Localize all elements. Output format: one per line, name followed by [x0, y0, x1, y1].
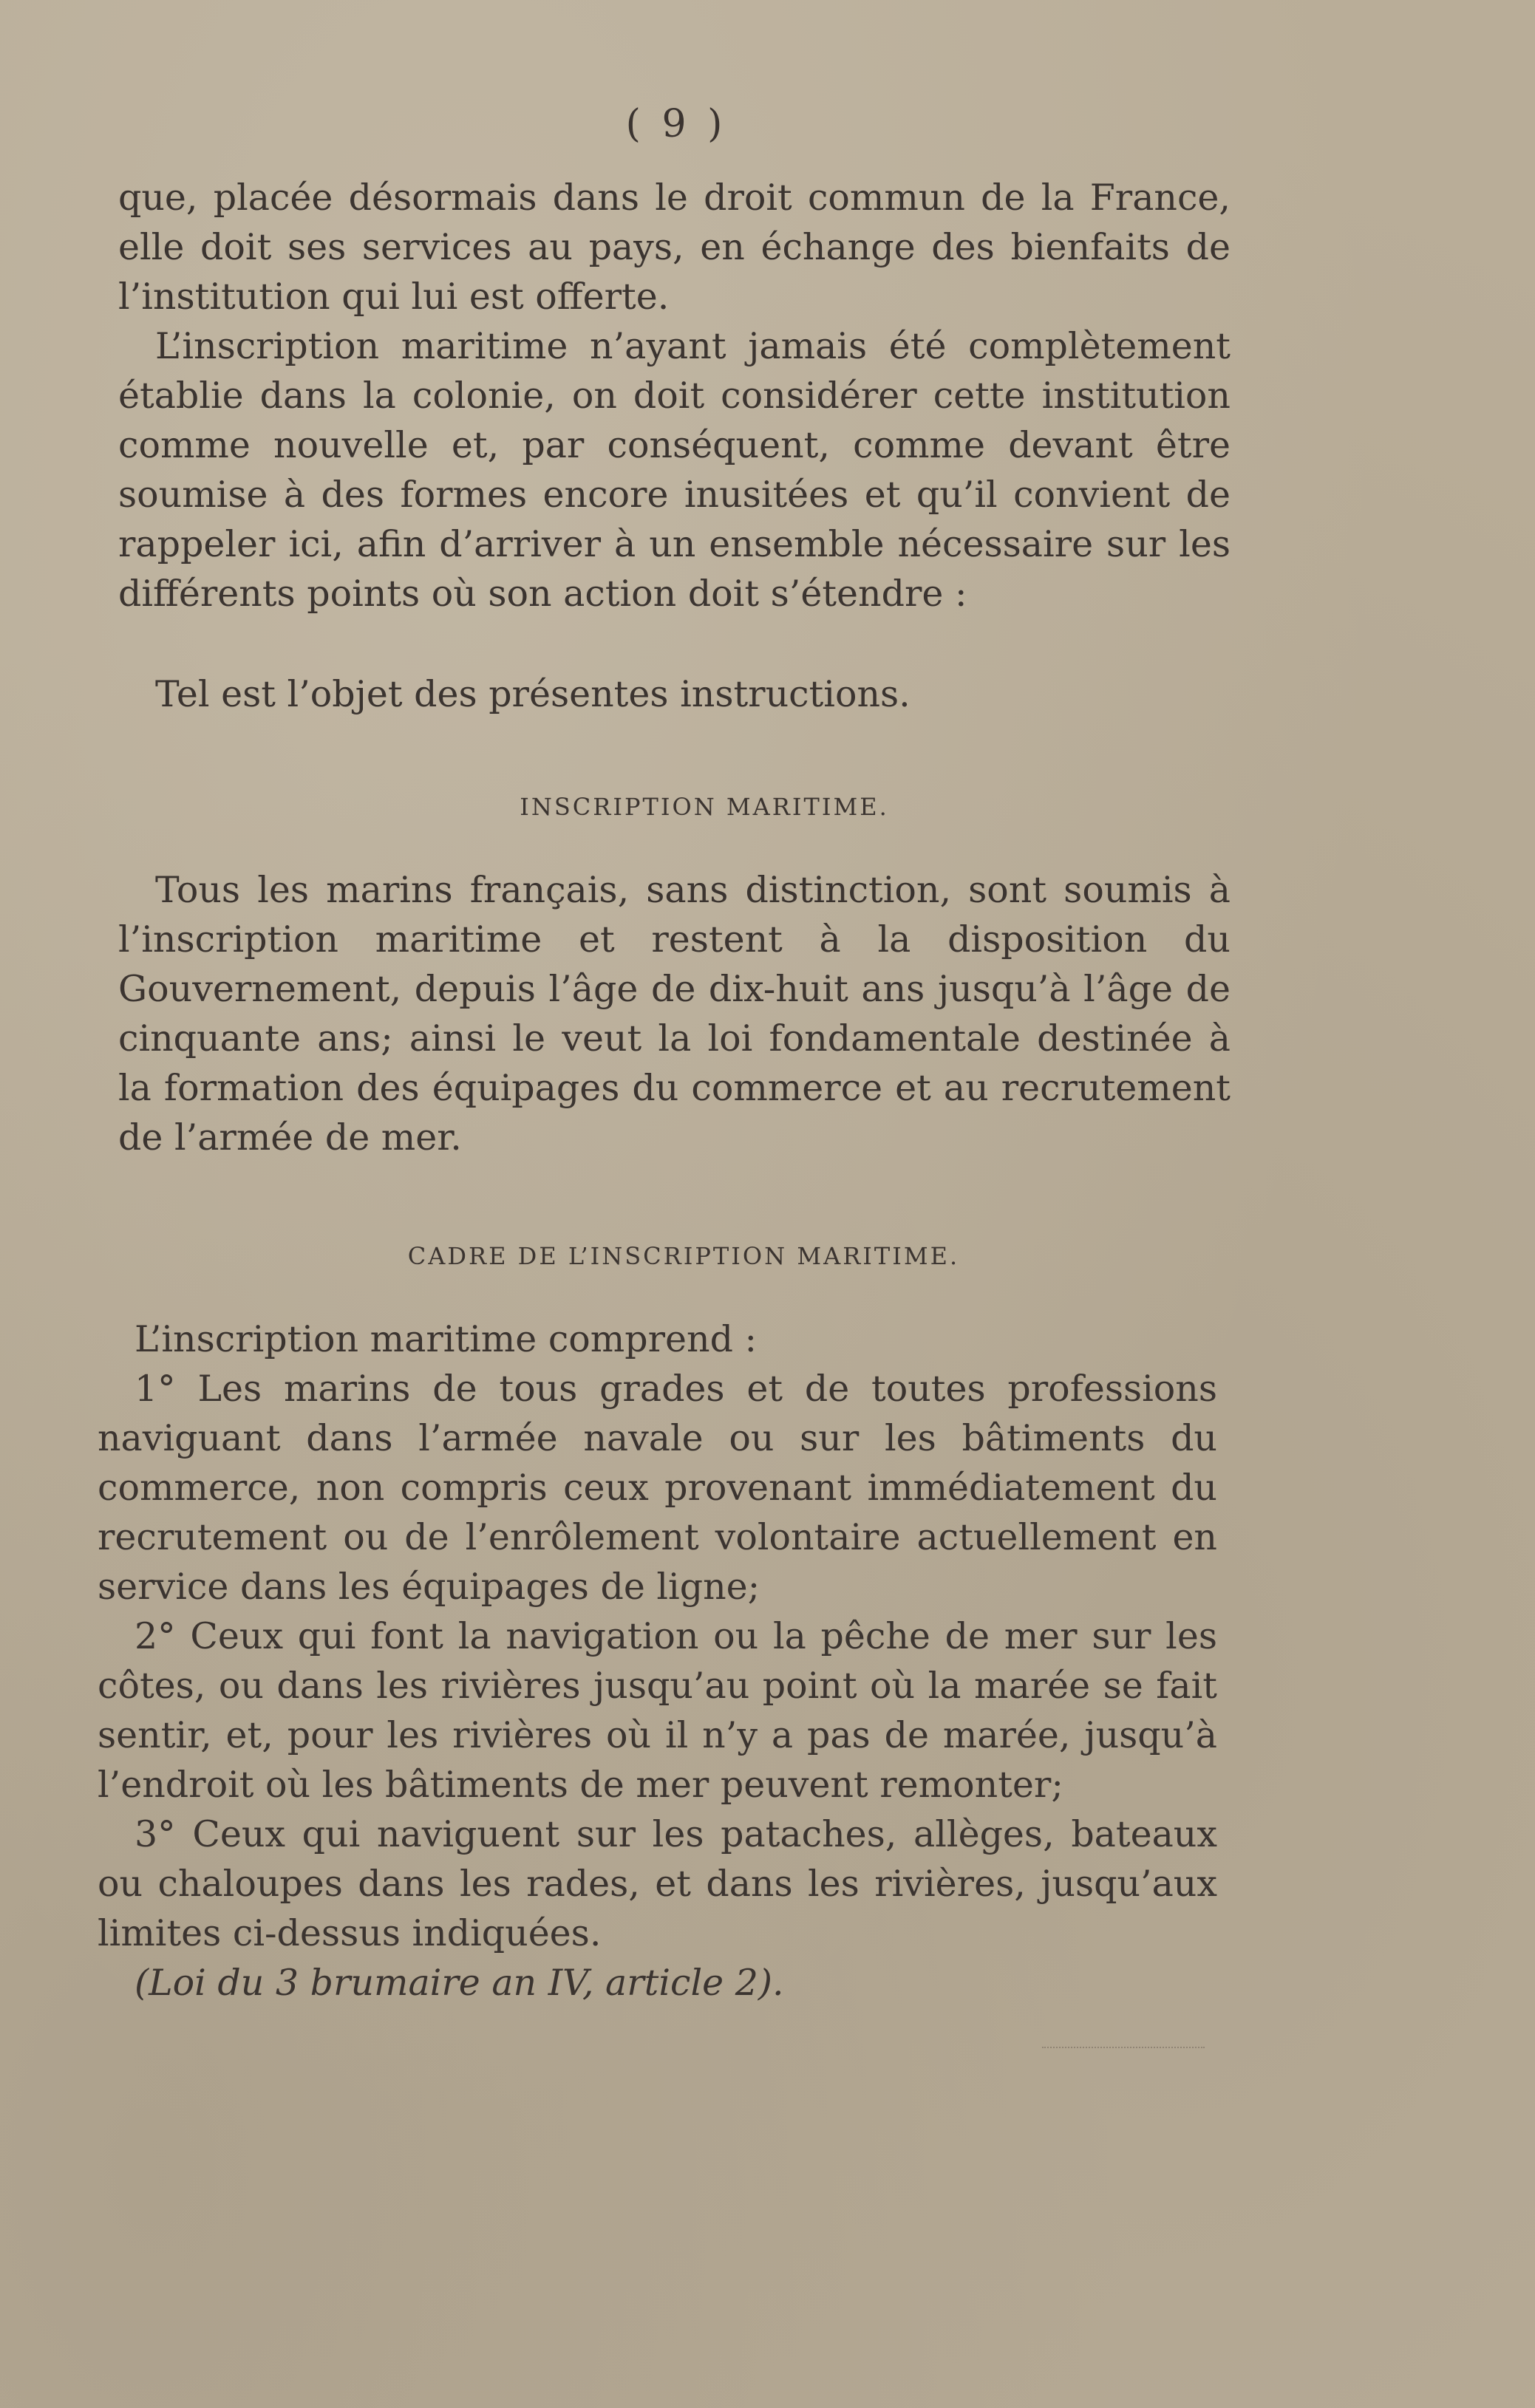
section-2-block [98, 1314, 1217, 2008]
intro-paragraph-3: Tel est l’objet des présentes instructions. [155, 673, 911, 715]
section-2-heading: CADRE DE L’INSCRIPTION MARITIME. [407, 1242, 960, 1270]
section-2-intro: L’inscription maritime comprend : [135, 1318, 758, 1360]
list-item-2: 2° Ceux qui font la navigation ou la pêche de mer sur les côtes, ou dans les rivières jusqu’au point où la marée se fait sentir, et, pour les rivières où il n’y a pas de marée, jusqu’à l’endroit où les bâtiments de mer peuvent remonter; [98, 1615, 1217, 1806]
intro-paragraph-3-block [118, 669, 1231, 719]
section-1-paragraph: Tous les marins français, sans distinction, sont soumis à l’inscription maritime et restent à la disposition du Gouvernement, depuis l’âge de dix-huit ans jusqu’à l’âge de cinquante ans; ainsi le veut la loi fondamentale destinée à la formation des équipages du commerce et au recrutement de l’armée de mer. [118, 869, 1231, 1159]
section-1-heading: INSCRIPTION MARITIME. [520, 793, 889, 821]
intro-block [118, 173, 1231, 618]
decorative-rule [1042, 2047, 1205, 2048]
intro-paragraph-2: L’inscription maritime n’ayant jamais été complètement établie dans la colonie, on doit considérer cette institution comme nouvelle et, par conséquent, comme devant être soumise à des formes encore inusitées et qu’il convient de rappeler ici, afin d’arriver à un ensemble nécessaire sur les différents points où son action doit s’étendre : [118, 325, 1231, 615]
intro-paragraph-1: que, placée désormais dans le droit commun de la France, elle doit ses services au pays, en échange des bienfaits de l’institution qui lui est offerte. [118, 177, 1231, 318]
section-1-block [118, 865, 1231, 1162]
list-item-3: 3° Ceux qui naviguent sur les pataches, allèges, bateaux ou chaloupes dans les rades, et dans les rivières, jusqu’aux limites ci-dessus indiquées. [98, 1813, 1217, 1954]
list-item-1: 1° Les marins de tous grades et de toutes professions naviguant dans l’armée navale ou sur les bâtiments du commerce, non compris ceux provenant immédiatement du recrutement ou de l’enrôlement volontaire actuellement en service dans les équipages de ligne; [98, 1368, 1217, 1608]
page-number: ( 9 ) [625, 102, 727, 146]
citation: (Loi du 3 brumaire an IV, article 2). [135, 1962, 784, 2004]
